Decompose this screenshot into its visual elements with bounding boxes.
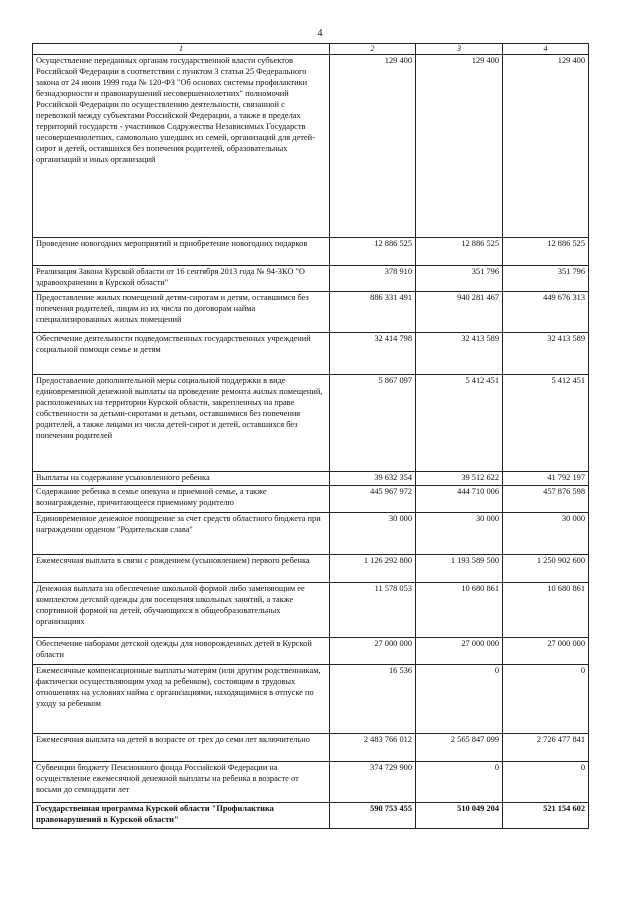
row-value-year1: 39 632 354 bbox=[330, 472, 416, 486]
table-row bbox=[33, 486, 589, 513]
row-value-year2: 2 565 847 099 bbox=[416, 734, 503, 762]
row-value-year2: 351 796 bbox=[416, 266, 503, 292]
row-label: Проведение новогодних мероприятий и приобретение новогодних подарков bbox=[33, 238, 330, 266]
row-value-year3: 10 680 861 bbox=[503, 583, 589, 638]
row-value-year2: 1 193 589 500 bbox=[416, 555, 503, 583]
row-value-year3: 32 413 589 bbox=[503, 333, 589, 375]
row-value-year1: 886 331 491 bbox=[330, 292, 416, 333]
row-label: Обеспечение наборами детской одежды для новорожденных детей в Курской области bbox=[33, 638, 330, 665]
table-row bbox=[33, 513, 589, 555]
row-label: Ежемесячная выплата в связи с рождением (усыновлением) первого ребенка bbox=[33, 555, 330, 583]
row-value-year2: 0 bbox=[416, 762, 503, 803]
row-label: Ежемесячная выплата на детей в возрасте от трех до семи лет включительно bbox=[33, 734, 330, 762]
table-row bbox=[33, 292, 589, 333]
row-label: Обеспечение деятельности подведомственных государственных учреждений социальной помощи семье и детям bbox=[33, 333, 330, 375]
row-label: Ежемесячные компенсационные выплаты матерям (или другим родственникам, фактически осуществляющим уход за ребенком), состоящим в трудовых отношениях на условиях найма с организациями, находящимися в отпуске по уходу за ребенком bbox=[33, 665, 330, 734]
header-col-4: 4 bbox=[503, 44, 589, 55]
row-value-year3: 41 792 197 bbox=[503, 472, 589, 486]
row-label: Содержание ребенка в семье опекуна и приемной семье, а также вознаграждение, причитающееся приемному родителю bbox=[33, 486, 330, 513]
row-value-year2: 30 000 bbox=[416, 513, 503, 555]
row-value-year3: 0 bbox=[503, 762, 589, 803]
row-value-year1: 11 578 053 bbox=[330, 583, 416, 638]
row-value-year1: 32 414 798 bbox=[330, 333, 416, 375]
row-label: Предоставление жилых помещений детям-сиротам и детям, оставшимся без попечения родителей, лицам из их числа по договорам найма специализированных жилых помещений bbox=[33, 292, 330, 333]
row-value-year1: 12 886 525 bbox=[330, 238, 416, 266]
table-row bbox=[33, 55, 589, 238]
row-label: Выплаты на содержание усыновленного ребенка bbox=[33, 472, 330, 486]
row-value-year3: 30 000 bbox=[503, 513, 589, 555]
row-value-year3: 27 000 000 bbox=[503, 638, 589, 665]
row-label: Государственная программа Курской области "Профилактика правонарушений в Курской области" bbox=[33, 803, 330, 829]
row-label: Денежная выплата на обеспечение школьной формой либо заменяющим ее комплектом детской одежды для посещения школьных занятий, а также спортивной формой на детей, обучающихся в общеобразовательных организациях bbox=[33, 583, 330, 638]
row-value-year2: 10 680 861 bbox=[416, 583, 503, 638]
row-value-year2: 5 412 451 bbox=[416, 375, 503, 472]
header-col-2: 2 bbox=[330, 44, 416, 55]
header-col-1: 1 bbox=[33, 44, 330, 55]
row-value-year2: 12 886 525 bbox=[416, 238, 503, 266]
row-value-year3: 5 412 451 bbox=[503, 375, 589, 472]
row-value-year1: 5 867 097 bbox=[330, 375, 416, 472]
row-value-year3: 351 796 bbox=[503, 266, 589, 292]
row-value-year3: 521 154 602 bbox=[503, 803, 589, 829]
row-value-year3: 457 876 598 bbox=[503, 486, 589, 513]
row-value-year3: 1 250 902 600 bbox=[503, 555, 589, 583]
table-row bbox=[33, 583, 589, 638]
row-value-year2: 940 281 467 bbox=[416, 292, 503, 333]
page-number: 4 bbox=[317, 28, 323, 39]
row-value-year2: 39 512 622 bbox=[416, 472, 503, 486]
table-row bbox=[33, 472, 589, 486]
table-row bbox=[33, 266, 589, 292]
row-value-year1: 16 536 bbox=[330, 665, 416, 734]
table-row bbox=[33, 555, 589, 583]
header-col-3: 3 bbox=[416, 44, 503, 55]
row-value-year2: 444 710 006 bbox=[416, 486, 503, 513]
row-value-year1: 27 000 000 bbox=[330, 638, 416, 665]
table-row bbox=[33, 762, 589, 803]
table-row bbox=[33, 333, 589, 375]
row-value-year2: 32 413 589 bbox=[416, 333, 503, 375]
row-value-year1: 445 967 972 bbox=[330, 486, 416, 513]
row-label: Реализация Закона Курской области от 16 сентября 2013 года № 94-ЗКО "О здравоохранении в Курской области" bbox=[33, 266, 330, 292]
row-value-year2: 129 400 bbox=[416, 55, 503, 238]
row-value-year2: 0 bbox=[416, 665, 503, 734]
row-value-year1: 590 753 455 bbox=[330, 803, 416, 829]
table-row bbox=[33, 638, 589, 665]
row-value-year1: 129 400 bbox=[330, 55, 416, 238]
table-header-row bbox=[33, 44, 589, 55]
table-row bbox=[33, 665, 589, 734]
table-row bbox=[33, 375, 589, 472]
row-label: Единовременное денежное поощрение за счет средств областного бюджета при награждении орденом "Родительская слава" bbox=[33, 513, 330, 555]
row-value-year1: 374 729 900 bbox=[330, 762, 416, 803]
row-value-year3: 0 bbox=[503, 665, 589, 734]
row-value-year2: 510 049 204 bbox=[416, 803, 503, 829]
row-value-year1: 2 483 766 012 bbox=[330, 734, 416, 762]
row-label: Осуществление переданных органам государственной власти субъектов Российской Федерации в соответствии с пунктом 3 статьи 25 Федерального закона от 24 июня 1999 года № 120-ФЗ "Об основах системы профилактики безнадзорности и правонарушений несовершеннолетних" полномочий Российской Федерации по осуществлению деятельности, связанной с перевозкой между субъектами Российской Федерации, а также в пределах территорий государств - участников Содружества Независимых Государств несовершеннолетних, самовольно ушедших из семей, организаций для детей-сирот и детей, оставшихся без попечения родителей, образовательных организаций и иных организаций bbox=[33, 55, 330, 238]
row-value-year1: 1 126 292 800 bbox=[330, 555, 416, 583]
row-value-year3: 129 400 bbox=[503, 55, 589, 238]
row-value-year2: 27 000 000 bbox=[416, 638, 503, 665]
row-label: Предоставление дополнительной меры социальной поддержки в виде единовременной денежной выплаты на проведение ремонта жилых помещений, расположенных на территории Курской области, закрепленных на праве собственности за детьми-сиротами и детьми, оставшимися без попечения родителей, а также лицами из числа детей-сирот и детей, оставшихся без попечения родителей bbox=[33, 375, 330, 472]
row-label: Субвенции бюджету Пенсионного фонда Российской Федерации на осуществление ежемесячной денежной выплаты на ребенка в возрасте от восьми до семнадцати лет bbox=[33, 762, 330, 803]
row-value-year3: 2 726 477 841 bbox=[503, 734, 589, 762]
table-row bbox=[33, 734, 589, 762]
table-row bbox=[33, 803, 589, 829]
row-value-year3: 449 676 313 bbox=[503, 292, 589, 333]
budget-table bbox=[32, 43, 589, 829]
table-row bbox=[33, 238, 589, 266]
row-value-year1: 378 910 bbox=[330, 266, 416, 292]
row-value-year1: 30 000 bbox=[330, 513, 416, 555]
row-value-year3: 12 886 525 bbox=[503, 238, 589, 266]
